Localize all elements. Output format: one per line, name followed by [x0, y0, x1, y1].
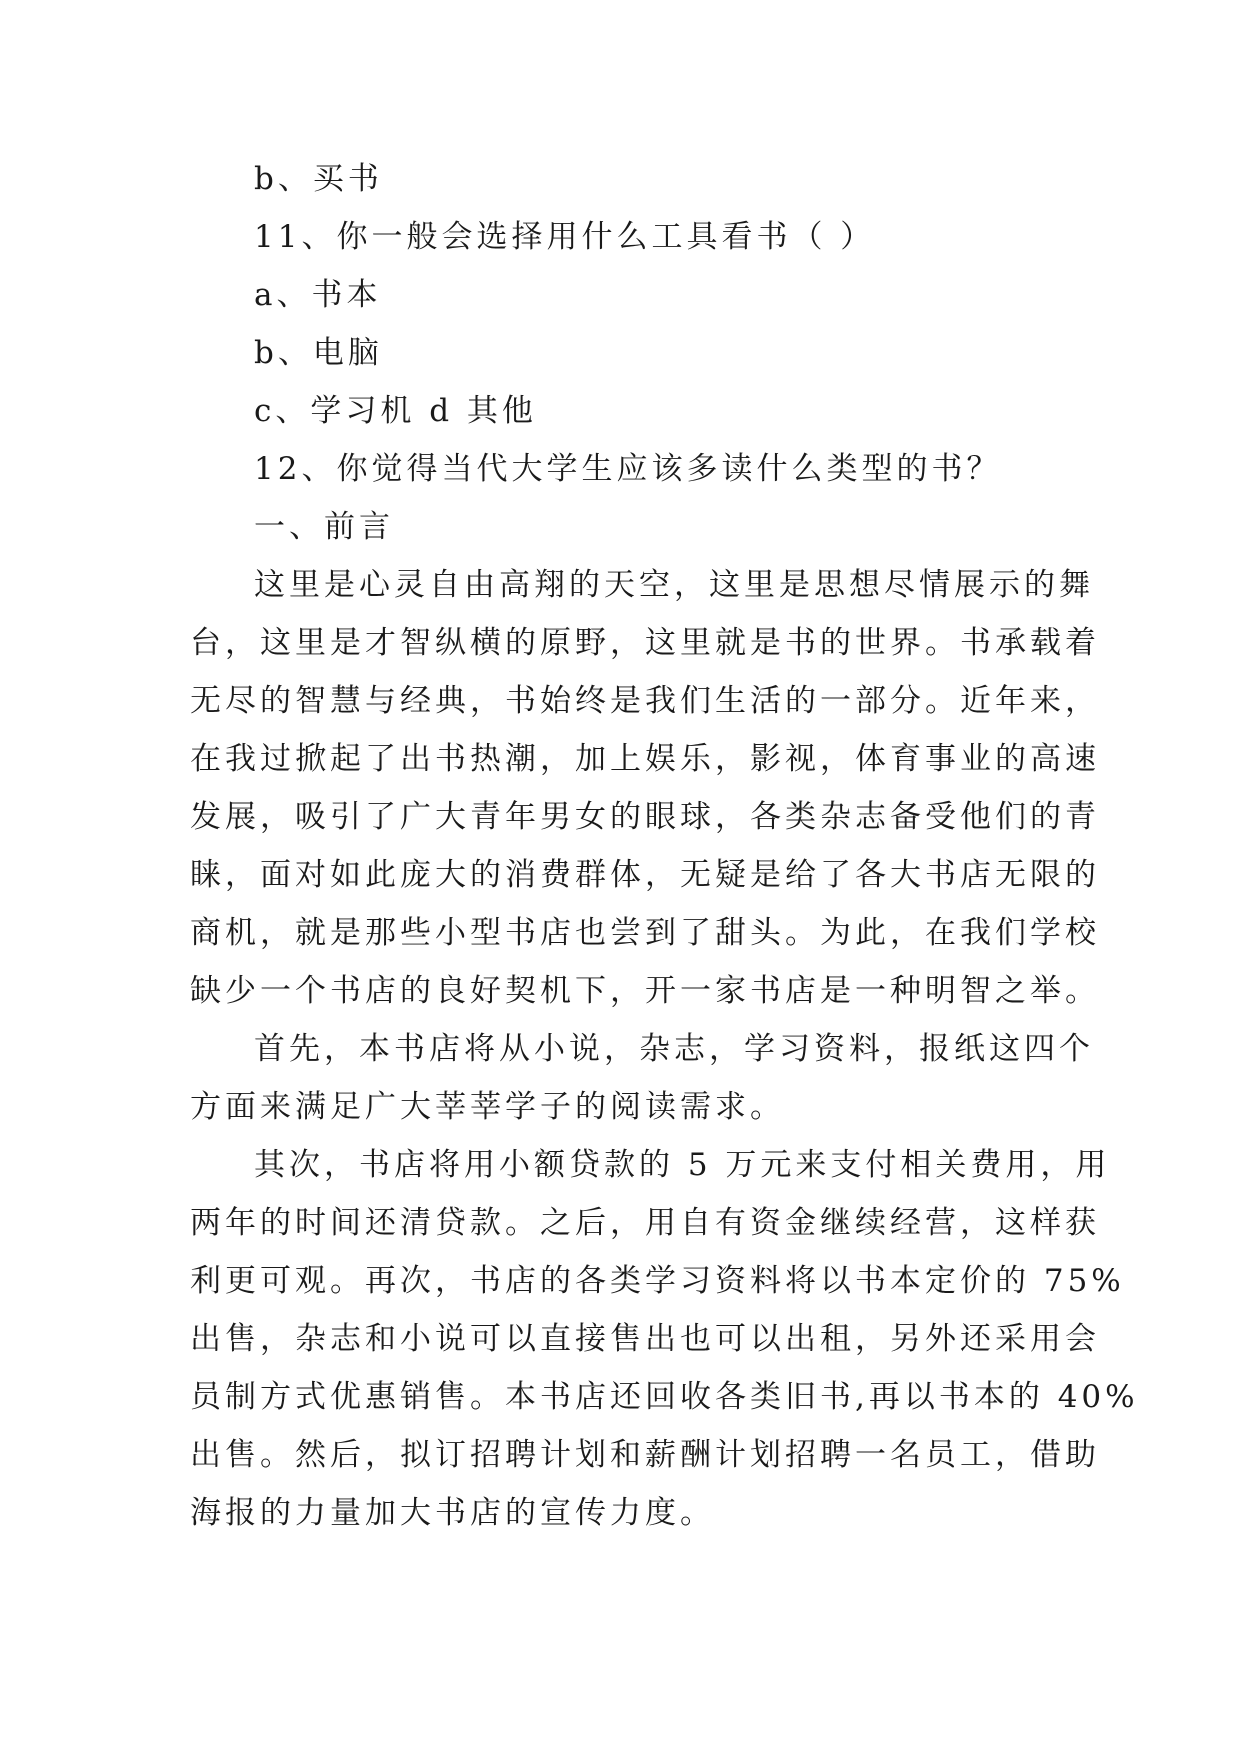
- document-body: [190, 150, 1139, 1542]
- section-heading-preface: 一、前言: [254, 509, 394, 545]
- option-b-computer: b、电脑: [254, 335, 383, 371]
- paragraph-line: 首先，本书店将从小说，杂志，学习资料，报纸这四个: [254, 1031, 1094, 1067]
- paragraph-line: 缺少一个书店的良好契机下，开一家书店是一种明智之举。: [190, 973, 1100, 1009]
- option-a-book: a、书本: [254, 277, 382, 313]
- paragraph-line: 这里是心灵自由高翔的天空，这里是思想尽情展示的舞: [254, 567, 1094, 603]
- paragraph-line: 方面来满足广大莘莘学子的阅读需求。: [190, 1089, 785, 1125]
- paragraph-line: 两年的时间还清贷款。之后，用自有资金继续经营，这样获: [190, 1205, 1100, 1241]
- paragraph-line: 员制方式优惠销售。本书店还回收各类旧书,再以书本的 40%: [190, 1379, 1139, 1415]
- paragraph-line: 海报的力量加大书店的宣传力度。: [190, 1495, 715, 1531]
- paragraph-line: 商机，就是那些小型书店也尝到了甜头。为此，在我们学校: [190, 915, 1100, 951]
- option-c-d-other: c、学习机 d 其他: [254, 393, 537, 429]
- paragraph-line: 出售，杂志和小说可以直接售出也可以出租，另外还采用会: [190, 1321, 1100, 1357]
- option-b-buy-book: b、买书: [254, 161, 383, 197]
- question-11: 11、你一般会选择用什么工具看书（ ）: [254, 219, 876, 255]
- paragraph-line: 其次，书店将用小额贷款的 5 万元来支付相关费用，用: [254, 1147, 1111, 1183]
- paragraph-line: 发展，吸引了广大青年男女的眼球，各类杂志备受他们的青: [190, 799, 1100, 835]
- paragraph-line: 台，这里是才智纵横的原野，这里就是书的世界。书承载着: [190, 625, 1100, 661]
- paragraph-line: 睐，面对如此庞大的消费群体，无疑是给了各大书店无限的: [190, 857, 1100, 893]
- paragraph-line: 利更可观。再次，书店的各类学习资料将以书本定价的 75%: [190, 1263, 1125, 1299]
- question-12: 12、你觉得当代大学生应该多读什么类型的书？: [254, 451, 1002, 487]
- paragraph-line: 出售。然后，拟订招聘计划和薪酬计划招聘一名员工，借助: [190, 1437, 1100, 1473]
- paragraph-line: 无尽的智慧与经典，书始终是我们生活的一部分。近年来，: [190, 683, 1100, 719]
- paragraph-line: 在我过掀起了出书热潮，加上娱乐，影视，体育事业的高速: [190, 741, 1100, 777]
